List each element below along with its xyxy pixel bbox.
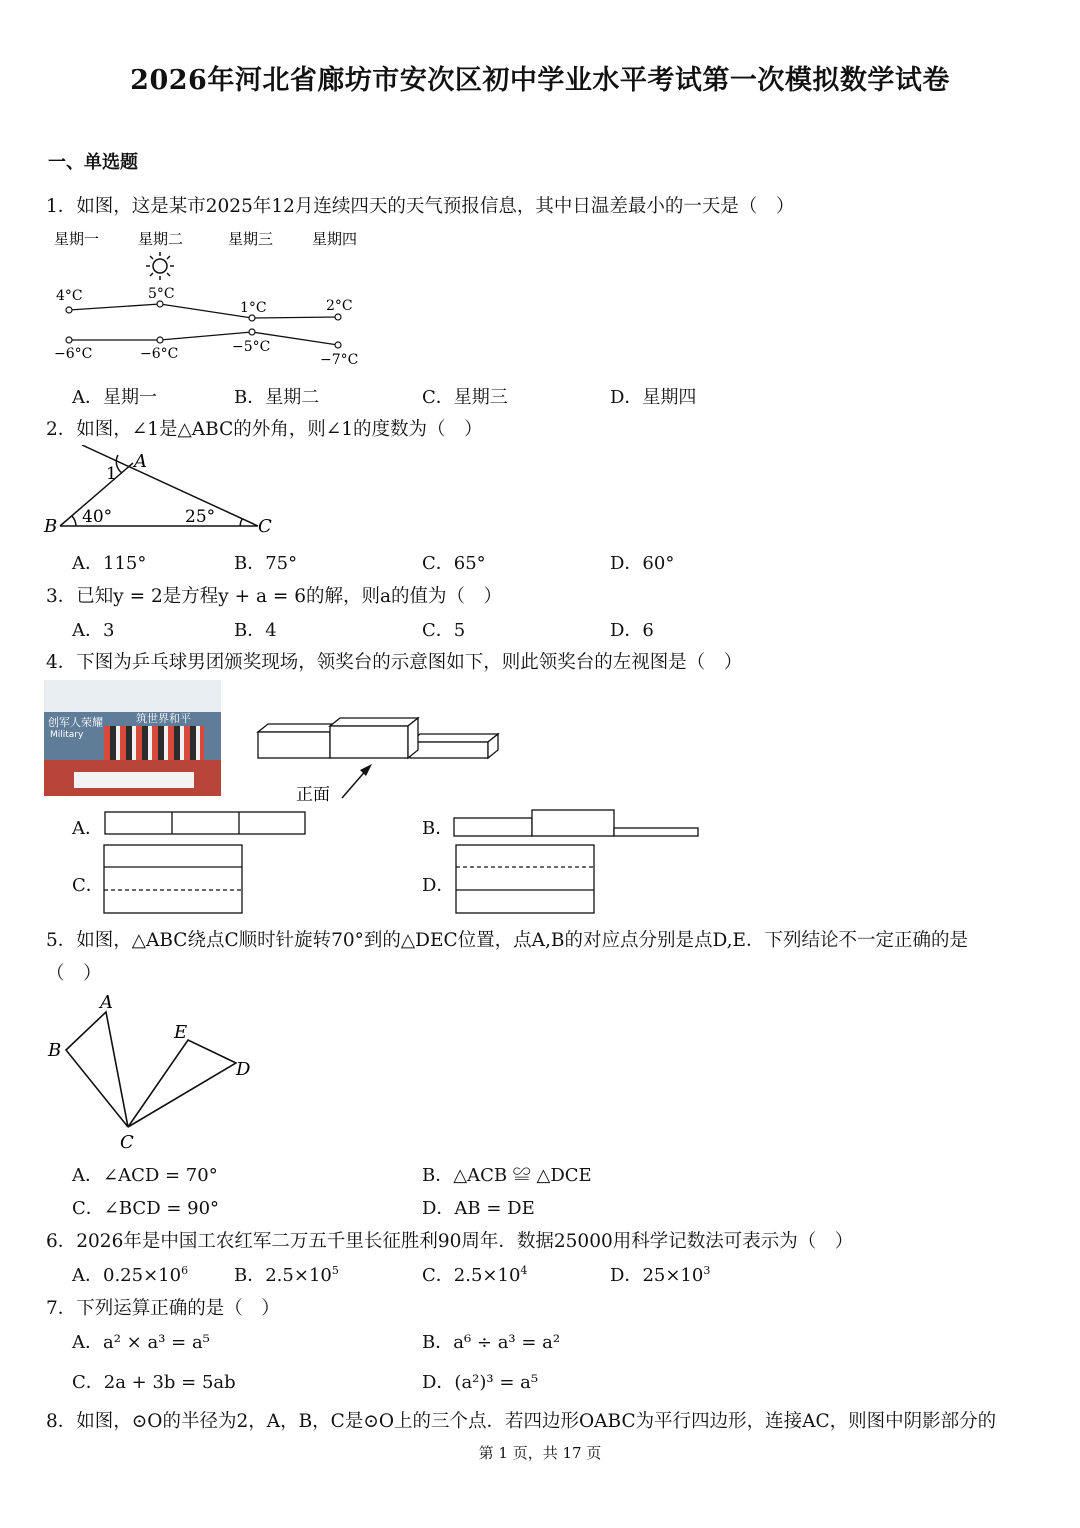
option-a[interactable]: A．a² × a³ = a⁵ [72,1332,210,1353]
low-point [66,337,72,343]
question-1-stem: 1．如图，这是某市2025年12月连续四天的天气预报信息，其中日温差最小的一天是（ ） [46,196,795,217]
high-label: 1°C [240,300,267,316]
svg-text:C: C [120,1132,134,1153]
option-b[interactable]: B．$2.5\times 10^5$ [234,1264,339,1286]
question-2-stem: 2．如图，∠1是△ABC的外角，则∠1的度数为（ ） [46,419,483,440]
option-b[interactable]: B．a⁶ ÷ a³ = a² [422,1332,561,1353]
option-d[interactable]: D．6 [610,620,654,641]
svg-text:1: 1 [106,464,117,484]
option-a[interactable]: A．3 [72,620,115,641]
day-label: 星期四 [312,230,358,248]
option-d-view [454,843,598,915]
high-label: 5°C [148,286,175,302]
option-a-view [104,810,308,836]
option-b-view [452,808,702,838]
question-6-stem: 6．2026年是中国工农红军二万五千里长征胜利90周年．数据25000用科学记数法可表示为（ ） [46,1231,854,1252]
day-label: 星期二 [138,230,184,248]
option-b[interactable]: B．星期二 [234,387,320,408]
option-c[interactable]: C．5 [422,620,466,641]
sun-icon [146,252,174,280]
option-b[interactable]: B．75° [234,553,298,574]
option-d[interactable]: D．60° [610,553,675,574]
svg-text:D: D [236,1059,251,1080]
option-c[interactable]: C．2a + 3b = 5ab [72,1372,236,1393]
high-point [66,307,72,313]
award-ceremony-photo: 创军人荣耀 筑世界和平 Military [44,680,221,796]
question-7-stem: 7．下列运算正确的是（ ） [46,1298,280,1319]
option-c[interactable]: C． [72,875,104,896]
low-label: −6°C [54,346,93,362]
section-heading: 一、单选题 [48,152,138,173]
option-a[interactable]: A．115° [72,553,147,574]
question-5-stem-cont: （ ） [46,963,102,984]
option-a[interactable]: A．∠ACD = 70° [72,1165,218,1186]
option-b[interactable]: B． [422,818,454,839]
option-a[interactable]: A． [72,818,103,839]
svg-text:B: B [48,1040,62,1061]
high-point [335,314,341,320]
svg-text:A: A [100,992,113,1013]
low-label: −6°C [140,346,179,362]
page-title: 2026年河北省廊坊市安次区初中学业水平考试第一次模拟数学试卷 [130,65,950,96]
svg-text:25°: 25° [185,507,216,527]
weather-figure [44,226,374,376]
svg-text:E: E [174,1022,188,1043]
option-c-view [102,843,246,915]
low-label: −5°C [232,339,271,355]
option-c[interactable]: C．星期三 [422,387,508,408]
low-label: −7°C [320,352,359,368]
option-d[interactable]: D．AB = DE [422,1198,535,1219]
option-d[interactable]: D．星期四 [610,387,697,408]
option-b[interactable]: B．4 [234,620,277,641]
svg-text:C: C [258,516,272,537]
option-a[interactable]: A．星期一 [72,387,157,408]
low-point [157,337,163,343]
option-d[interactable]: D． [422,875,455,896]
option-a[interactable]: A．$0.25\times 10^6$ [72,1264,189,1286]
low-point [335,342,341,348]
low-point [249,329,255,335]
question-5-stem: 5．如图，△ABC绕点C顺时针旋转70°到的△DEC位置，点A,B的对应点分别是点D,E．下列结论不一定正确的是 [46,930,969,951]
triangle-figure [40,445,290,540]
low-temp-line [69,332,338,345]
question-4-stem: 4．下图为乒乓球男团颁奖现场，领奖台的示意图如下，则此领奖台的左视图是（ ） [46,652,743,673]
option-d[interactable]: D．$25\times 10^3$ [610,1264,711,1286]
high-label: 2°C [326,298,353,314]
day-label: 星期一 [54,230,100,248]
page-footer: 第 1 页，共 17 页 [478,1444,602,1462]
front-label: 正面 [296,785,330,805]
svg-text:A: A [134,451,147,472]
rotation-figure [40,990,270,1155]
question-8-stem: 8．如图，⊙O的半径为2，A，B，C是⊙O上的三个点．若四边形OABC为平行四边形，连接AC，则图中阴影部分的 [46,1411,997,1432]
day-label: 星期三 [228,230,274,248]
podium-figure [250,710,510,810]
high-temp-line [69,304,338,318]
high-label: 4°C [56,288,83,304]
svg-text:B: B [44,516,58,537]
option-b[interactable]: B．△ACB ≌ △DCE [422,1165,592,1186]
option-d[interactable]: D．(a²)³ = a⁵ [422,1372,539,1393]
option-c[interactable]: C．$2.5\times 10^4$ [422,1264,528,1286]
option-c[interactable]: C．∠BCD = 90° [72,1198,220,1219]
option-c[interactable]: C．65° [422,553,486,574]
question-3-stem: 3．已知y = 2是方程y + a = 6的解，则a的值为（ ） [46,586,503,607]
svg-text:40°: 40° [82,507,113,527]
